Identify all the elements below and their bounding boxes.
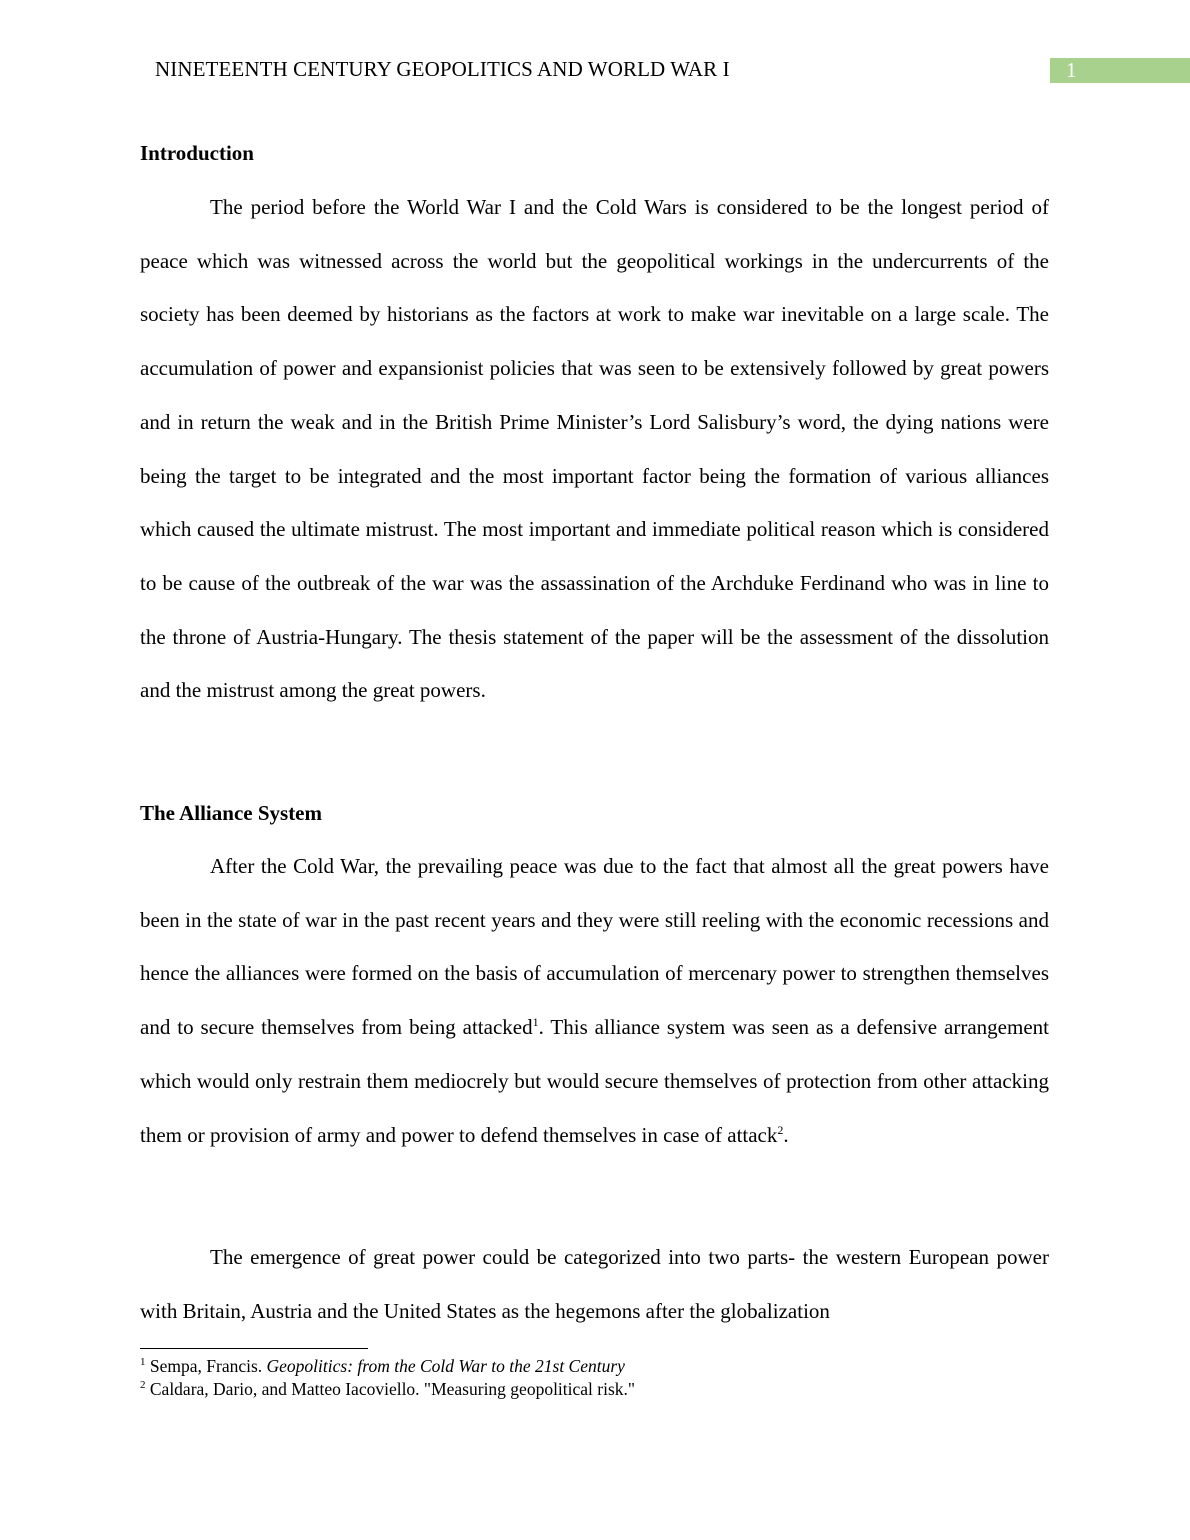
footnote-1-number: 1 [140, 1356, 146, 1369]
page-number-badge: 1 [1050, 58, 1190, 83]
alliance-paragraph-1 [140, 840, 1049, 1162]
running-header-title: NINETEENTH CENTURY GEOPOLITICS AND WORLD WAR I [155, 57, 730, 81]
footnote-2-number: 2 [140, 1379, 146, 1392]
alliance-paragraph-2: The emergence of great power could be categorized into two parts- the western European power with Britain, Austria and the United States as the hegemons after the globalization [140, 1245, 1049, 1323]
footnote-1-title: Geopolitics: from the Cold War to the 21st Century [266, 1356, 625, 1376]
footnote-2-text: Caldara, Dario, and Matteo Iacoviello. "Measuring geopolitical risk." [149, 1379, 636, 1399]
footnote-1-authors: Sempa, Francis. [149, 1356, 267, 1376]
section-heading-introduction: Introduction [140, 141, 254, 165]
footnote-ref-1[interactable]: 1 [532, 1015, 539, 1030]
footnote-2 [140, 1378, 1049, 1401]
section-heading-alliance-system: The Alliance System [140, 801, 322, 825]
footnote-1 [140, 1355, 1049, 1378]
footnotes [140, 1355, 1049, 1401]
alliance-paragraph-1-text-a: After the Cold War, the prevailing peace was due to the fact that almost all the great powers have been in the state of war in the past recent years and they were still reeling with the economic recessions and hence the alliances were formed on the basis of accumulation of mercenary power to strengthen themselves and to secure themselves from being attacked [140, 854, 1049, 1040]
footnote-separator [140, 1348, 368, 1349]
alliance-paragraph-1-text-c: . [783, 1122, 789, 1147]
alliance-paragraph-1-text-b: . This alliance system was seen as a defensive arrangement which would only restrain them mediocrely but would secure themselves of protection from other attacking them or provision of army and power to defend themselves in case of attack [140, 1015, 1049, 1147]
introduction-paragraph: The period before the World War I and the Cold Wars is considered to be the longest period of peace which was witnessed across the world but the geopolitical workings in the undercurrents of the society has been deemed by historians as the factors at work to make war inevitable on a large scale. The accumulation of power and expansionist policies that was seen to be extensively followed by great powers and in return the weak and in the British Prime Minister’s Lord Salisbury’s word, the dying nations were being the target to be integrated and the most important factor being the formation of various alliances which caused the ultimate mistrust. The most important and immediate political reason which is considered to be cause of the outbreak of the war was the assassination of the Archduke Ferdinand who was in line to the throne of Austria-Hungary. The thesis statement of the paper will be the assessment of the dissolution and the mistrust among the great powers. [140, 195, 1049, 703]
footnote-ref-2[interactable]: 2 [777, 1122, 784, 1137]
